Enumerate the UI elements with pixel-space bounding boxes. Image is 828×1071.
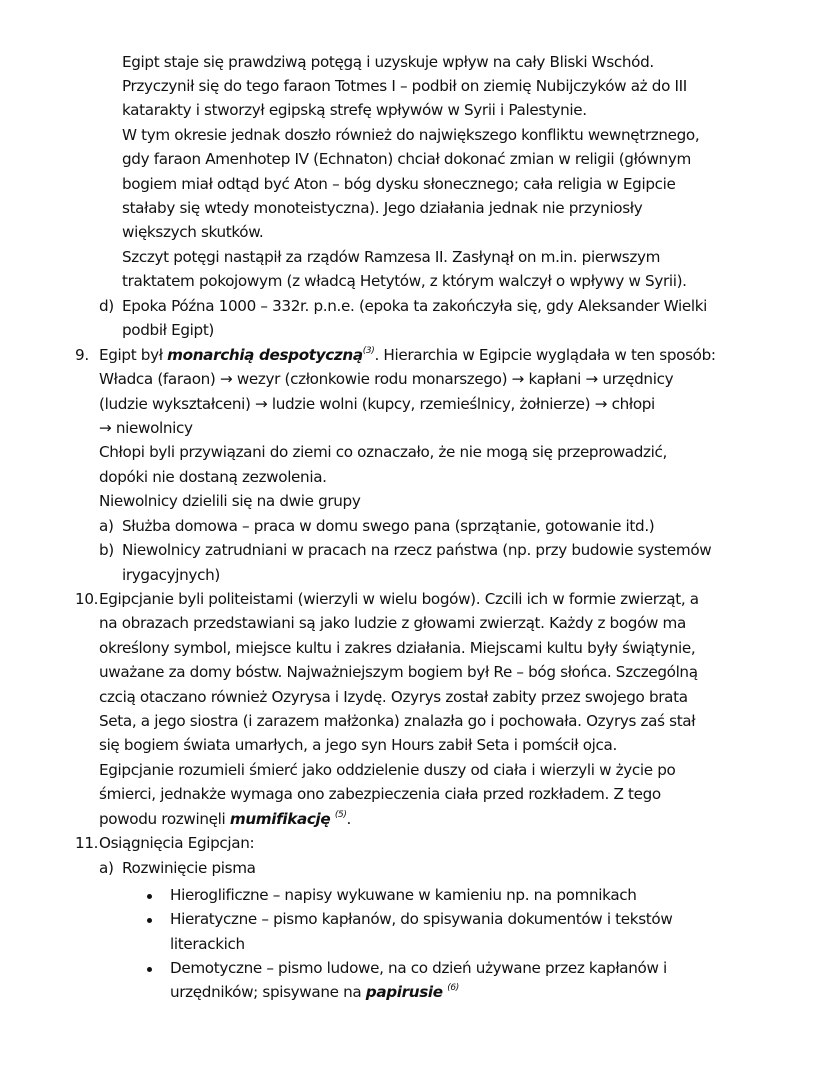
text-line: → niewolnicy [99, 419, 193, 437]
text-line: Władca (faraon) → wezyr (członkowie rodu monarszego) → kapłani → urzędnicy [99, 370, 674, 388]
bullet-icon [147, 894, 152, 899]
text-line: Egipcjanie rozumieli śmierć jako oddzielenie duszy od ciała i wierzyli w życie po [99, 761, 676, 779]
text-line: gdy faraon Amenhotep IV (Echnaton) chciał dokonać zmian w religii (głównym [122, 150, 691, 168]
text-line: W tym okresie jednak doszło również do największego konfliktu wewnętrznego, [122, 126, 700, 144]
text-line: Niewolnicy zatrudniani w pracach na rzecz państwa (np. przy budowie systemów [122, 541, 712, 559]
text-line: uważane za domy bóstw. Najważniejszym bogiem był Re – bóg słońca. Szczególną [99, 663, 698, 681]
bullet-icon [147, 967, 152, 972]
text-line: Rozwinięcie pisma [122, 859, 256, 877]
text-line: Niewolnicy dzielili się na dwie grupy [99, 492, 361, 510]
text-line: na obrazach przedstawiani są jako ludzie z głowami zwierząt. Każdy z bogów ma [99, 614, 686, 632]
footnote-ref: (5) [334, 810, 347, 820]
text-line: Epoka Późna 1000 – 332r. p.n.e. (epoka ta zakończyła się, gdy Aleksander Wielki [122, 297, 708, 315]
text-line: podbił Egipt) [122, 321, 215, 339]
list-number: 10. [75, 590, 99, 608]
text-line: Chłopi byli przywiązani do ziemi co oznaczało, że nie mogą się przeprowadzić, [99, 443, 668, 461]
text-line: stałaby się wtedy monoteistyczna). Jego działania jednak nie przyniosły [122, 199, 643, 217]
emphasis-term: mumifikację [229, 810, 331, 828]
text-line: się bogiem świata umarłych, a jego syn Hours zabił Seta i pomścił ojca. [99, 736, 617, 754]
list-marker: a) [99, 859, 114, 877]
text-span: . [346, 810, 352, 828]
text-line: (ludzie wykształceni) → ludzie wolni (kupcy, rzemieślnicy, żołnierze) → chłopi [99, 395, 655, 413]
text-line [99, 807, 351, 831]
text-line: dopóki nie dostaną zezwolenia. [99, 468, 327, 486]
text-line: określony symbol, miejsce kultu i zakres działania. Miejscami kultu były świątynie, [99, 639, 696, 657]
text-line: katarakty i stworzył egipską strefę wpływów w Syrii i Palestynie. [122, 101, 587, 119]
text-span: urzędników; spisywane na [170, 983, 366, 1001]
list-number: 9. [75, 346, 89, 364]
text-line: Służba domowa – praca w domu swego pana (sprzątanie, gotowanie itd.) [122, 517, 655, 535]
text-line: Egipcjanie byli politeistami (wierzyli w wielu bogów). Czcili ich w formie zwierząt, a [99, 590, 699, 608]
emphasis-term: papirusie [365, 983, 443, 1001]
footnote-ref: (6) [447, 983, 459, 993]
text-line: Egipt staje się prawdziwą potęgą i uzyskuje wpływ na cały Bliski Wschód. [122, 53, 654, 71]
text-span: Egipt był [99, 346, 168, 364]
text-span: . Hierarchia w Egipcie wyglądała w ten sposób: [374, 346, 716, 364]
text-line: Hieroglificzne – napisy wykuwane w kamieniu np. na pomnikach [170, 886, 637, 904]
text-line: literackich [170, 935, 245, 953]
list-number: 11. [75, 834, 99, 852]
text-line: Szczyt potęgi nastąpił za rządów Ramzesa II. Zasłynął on m.in. pierwszym [122, 248, 661, 266]
bullet-icon [147, 918, 152, 923]
text-line [170, 980, 459, 1004]
list-marker: a) [99, 517, 114, 535]
text-line: Seta, a jego siostra (i zarazem małżonka) znalazła go i pochowała. Ozyrys zaś stał [99, 712, 696, 730]
text-line: irygacyjnych) [122, 566, 220, 584]
text-line: śmierci, jednakże wymaga ono zabezpieczenia ciała przed rozkładem. Z tego [99, 785, 661, 803]
text-line: Osiągnięcia Egipcjan: [99, 834, 255, 852]
text-line: Hieratyczne – pismo kapłanów, do spisywania dokumentów i tekstów [170, 910, 673, 928]
text-line [99, 343, 716, 367]
text-span: powodu rozwinęli [99, 810, 230, 828]
text-line: większych skutków. [122, 223, 264, 241]
text-line: bogiem miał odtąd być Aton – bóg dysku słonecznego; cała religia w Egipcie [122, 175, 676, 193]
text-line: czcią otaczano również Ozyrysa i Izydę. Ozyrys został zabity przez swojego brata [99, 688, 688, 706]
text-line: Przyczynił się do tego faraon Totmes I – podbił on ziemię Nubijczyków aż do III [122, 77, 687, 95]
list-marker: d) [99, 297, 114, 315]
list-marker: b) [99, 541, 114, 559]
text-line: Demotyczne – pismo ludowe, na co dzień używane przez kapłanów i [170, 959, 667, 977]
emphasis-term: monarchią despotyczną [167, 346, 363, 364]
text-line: traktatem pokojowym (z władcą Hetytów, z którym walczył o wpływy w Syrii). [122, 272, 687, 290]
footnote-ref: (3) [362, 346, 375, 356]
